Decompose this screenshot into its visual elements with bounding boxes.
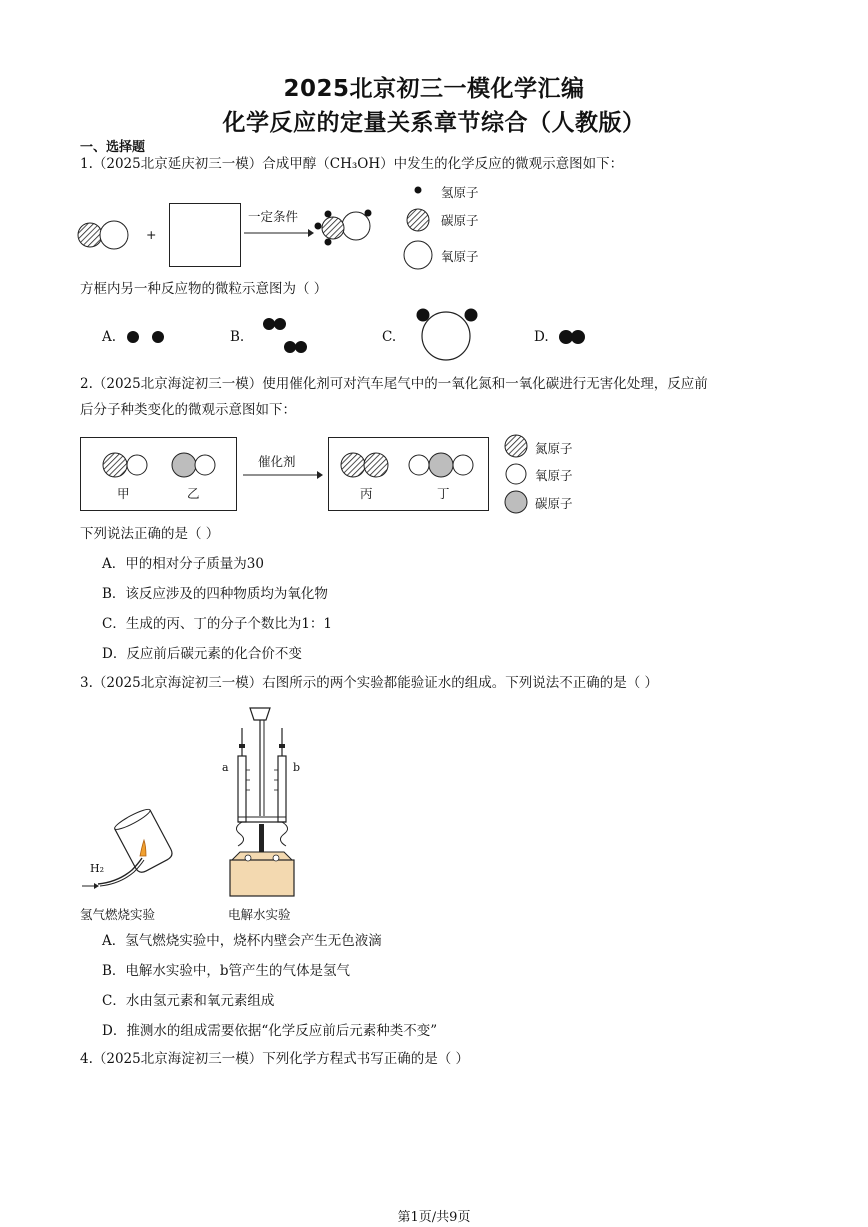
q3-caption-electrolysis: 电解水实验: [228, 907, 291, 922]
q1-option-d-figure: [556, 328, 592, 346]
q1-option-d-label: D.: [534, 329, 549, 345]
q1-legend-symbols: [400, 180, 440, 272]
q2-option-c: C．生成的丙、丁的分子个数比为1：1: [102, 616, 333, 632]
q1-option-c-figure: [414, 306, 480, 364]
q3-tube-a-label: a: [222, 761, 229, 774]
q3-stem: 3.（2025北京海淀初三一模）右图所示的两个实验都能验证水的组成。下列说法不正确的是（ ）: [80, 675, 659, 691]
q1-arrow-label: 一定条件: [248, 209, 299, 224]
q1-legend-oxygen: 氧原子: [441, 249, 479, 264]
q1-option-a-figure: [125, 329, 170, 345]
q1-legend-hydrogen: 氢原子: [441, 185, 479, 200]
q2-legend-carbon: 碳原子: [535, 496, 573, 511]
q2-product-molecules: [338, 450, 478, 480]
q1-co-molecule: [76, 218, 136, 252]
q3-option-a: A．氢气燃烧实验中，烧杯内壁会产生无色液滴: [102, 933, 382, 949]
q3-electrolysis-figure: [218, 700, 308, 898]
q1-legend-carbon: 碳原子: [441, 213, 479, 228]
q2-option-b: B．该反应涉及的四种物质均为氧化物: [102, 586, 328, 602]
q1-option-a-label: A.: [102, 329, 117, 345]
q3-hydrogen-burning-figure: [78, 800, 188, 895]
q3-option-d: D．推测水的组成需要依据“化学反应前后元素种类不变”: [102, 1023, 438, 1039]
q2-stem-line1: 2.（2025北京海淀初三一模）使用催化剂可对汽车尾气中的一氧化氮和一氧化碳进行无害化处理，反应前: [80, 376, 708, 392]
q2-label-yi: 乙: [187, 486, 200, 501]
q3-option-c: C．水由氢元素和氧元素组成: [102, 993, 275, 1009]
q2-arrow-label: 催化剂: [258, 454, 296, 469]
q2-label-jia: 甲: [117, 486, 130, 501]
q4-stem: 4.（2025北京海淀初三一模）下列化学方程式书写正确的是（ ）: [80, 1051, 470, 1067]
q2-legend-symbols: [500, 434, 534, 518]
q3-caption-hydrogen: 氢气燃烧实验: [80, 907, 156, 922]
q1-option-b-figure: [260, 314, 312, 358]
q2-prompt: 下列说法正确的是（ ）: [80, 526, 220, 542]
q2-legend-nitrogen: 氮原子: [535, 441, 573, 456]
q3-h2-label: H₂: [90, 862, 105, 875]
q2-reactant-molecules: [100, 450, 220, 480]
q1-reaction-arrow: [244, 228, 314, 238]
page-subtitle: 化学反应的定量关系章节综合（人教版）: [222, 110, 646, 136]
q3-tube-b-label: b: [293, 761, 301, 774]
q2-legend-oxygen: 氧原子: [535, 468, 573, 483]
q2-label-bing: 丙: [360, 486, 373, 501]
page-number: 第1页/共9页: [397, 1210, 471, 1225]
q2-label-ding: 丁: [437, 486, 450, 501]
q1-option-b-label: B.: [230, 329, 245, 345]
q2-stem-line2: 后分子种类变化的微观示意图如下：: [80, 402, 296, 418]
page-title: 2025北京初三一模化学汇编: [283, 76, 585, 102]
q1-stem: 1.（2025北京延庆初三一模）合成甲醇（CH₃OH）中发生的化学反应的微观示意图如下：: [80, 156, 624, 172]
q1-prompt: 方框内另一种反应物的微粒示意图为（ ）: [80, 281, 328, 297]
q1-plus-sign: +: [146, 227, 157, 242]
q1-option-c-label: C.: [382, 329, 397, 345]
q1-methanol-molecule: [310, 206, 384, 250]
section-heading: 一、选择题: [80, 140, 146, 155]
q2-reaction-arrow: [243, 470, 323, 480]
q2-option-a: A．甲的相对分子质量为30: [102, 556, 264, 572]
q2-option-d: D．反应前后碳元素的化合价不变: [102, 646, 302, 662]
q1-reactant-box: [169, 203, 241, 267]
q3-option-b: B．电解水实验中，b管产生的气体是氢气: [102, 963, 351, 979]
